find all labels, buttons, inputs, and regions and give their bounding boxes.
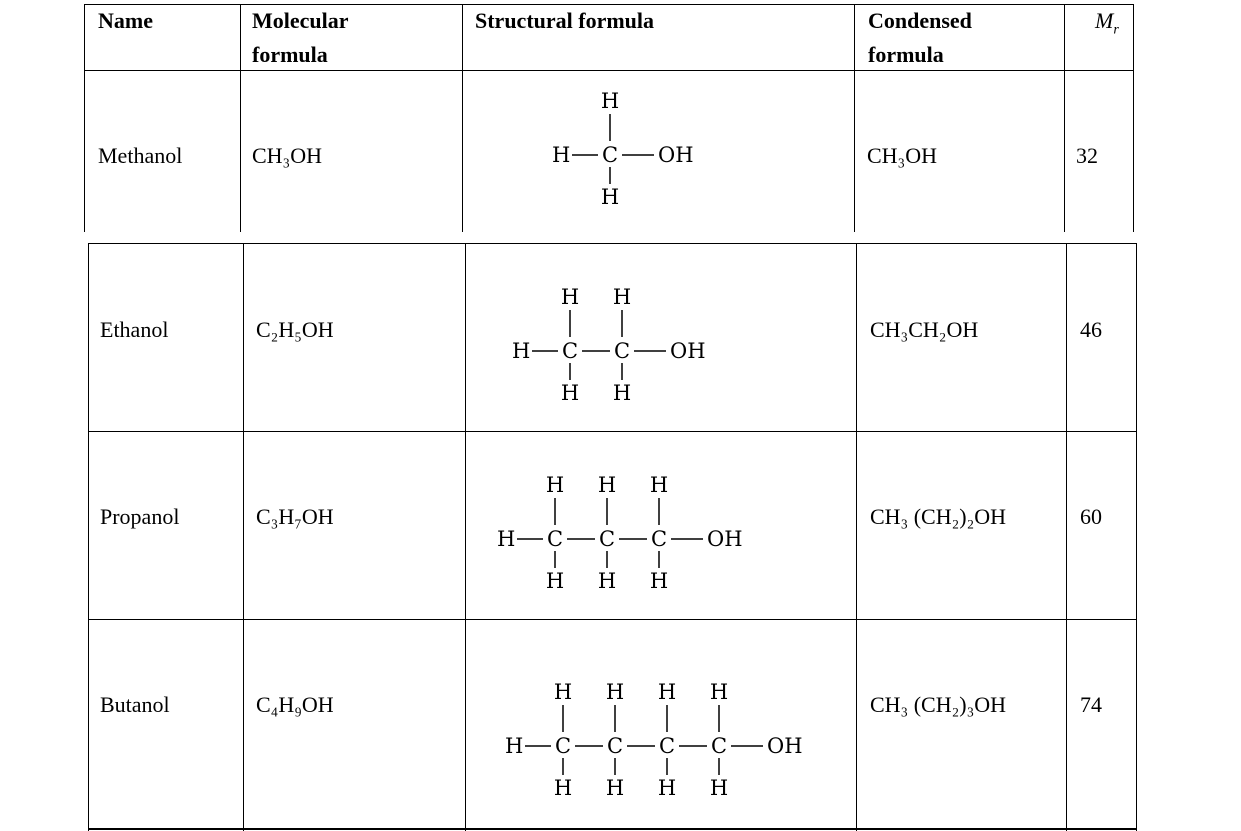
header-molecular-formula bbox=[252, 4, 349, 72]
table-border-bottom bbox=[88, 828, 1137, 830]
carbon-atom: C bbox=[546, 527, 564, 551]
header-mr-sub: r bbox=[1113, 22, 1119, 38]
carbon-atom: C bbox=[601, 143, 619, 167]
header-molecular-line1: Molecular bbox=[252, 8, 349, 33]
hydrogen-atom: H bbox=[612, 381, 632, 405]
column-border bbox=[1136, 243, 1137, 831]
header-condensed-line1: Condensed bbox=[868, 8, 972, 33]
header-mr-main: M bbox=[1095, 8, 1114, 33]
hydrogen-atom: H bbox=[649, 473, 669, 497]
row-molecular-formula: C₄H₉OH bbox=[256, 692, 334, 717]
row-relative-mass: 32 bbox=[1076, 143, 1098, 168]
header-condensed-line2: formula bbox=[868, 42, 944, 67]
row-divider bbox=[88, 431, 1137, 432]
hydrogen-atom: H bbox=[545, 473, 565, 497]
row-molecular-formula: C₂H₅OH bbox=[256, 317, 334, 342]
hydrogen-atom: H bbox=[605, 680, 625, 704]
hydrogen-atom: H bbox=[560, 381, 580, 405]
hydrogen-atom: H bbox=[597, 569, 617, 593]
column-border bbox=[465, 243, 466, 831]
row-condensed-formula: CH₃OH bbox=[867, 143, 938, 168]
row-relative-mass: 74 bbox=[1080, 692, 1102, 717]
column-border bbox=[1133, 4, 1134, 232]
hydrogen-atom: H bbox=[605, 776, 625, 800]
hydroxyl-group: OH bbox=[670, 339, 706, 363]
column-border bbox=[856, 243, 857, 831]
column-border bbox=[1064, 4, 1065, 232]
structural-formula-propanol bbox=[485, 464, 785, 604]
carbon-atom: C bbox=[598, 527, 616, 551]
structural-formula-ethanol bbox=[500, 276, 800, 416]
hydrogen-atom: H bbox=[657, 680, 677, 704]
row-name: Butanol bbox=[100, 692, 170, 717]
hydrogen-atom: H bbox=[709, 776, 729, 800]
hydrogen-atom: H bbox=[649, 569, 669, 593]
row-molecular-formula: CH₃OH bbox=[252, 143, 323, 168]
structural-formula-methanol bbox=[540, 80, 780, 220]
column-border bbox=[84, 4, 85, 232]
header-name: Name bbox=[98, 8, 153, 33]
hydrogen-atom: H bbox=[560, 285, 580, 309]
row-relative-mass: 60 bbox=[1080, 504, 1102, 529]
row-relative-mass: 46 bbox=[1080, 317, 1102, 342]
hydrogen-atom: H bbox=[553, 776, 573, 800]
hydrogen-atom: H bbox=[709, 680, 729, 704]
row-name: Ethanol bbox=[100, 317, 169, 342]
row-divider bbox=[88, 619, 1137, 620]
column-border bbox=[243, 243, 244, 831]
row-condensed-formula: CH₃ (CH₂)₂OH bbox=[870, 504, 1007, 529]
row-condensed-formula: CH₃CH₂OH bbox=[870, 317, 979, 342]
hydroxyl-group: OH bbox=[658, 143, 694, 167]
carbon-atom: C bbox=[613, 339, 631, 363]
carbon-atom: C bbox=[554, 734, 572, 758]
carbon-atom: C bbox=[606, 734, 624, 758]
hydrogen-atom: H bbox=[545, 569, 565, 593]
header-divider bbox=[84, 70, 1134, 71]
row-name: Methanol bbox=[98, 143, 183, 168]
carbon-atom: C bbox=[650, 527, 668, 551]
hydrogen-atom: H bbox=[497, 527, 516, 551]
row-molecular-formula: C₃H₇OH bbox=[256, 504, 334, 529]
column-border bbox=[88, 243, 89, 831]
column-border bbox=[462, 4, 463, 232]
hydrogen-atom: H bbox=[657, 776, 677, 800]
hydrogen-atom: H bbox=[512, 339, 531, 363]
hydrogen-atom: H bbox=[505, 734, 524, 758]
row-condensed-formula: CH₃ (CH₂)₃OH bbox=[870, 692, 1007, 717]
column-border bbox=[854, 4, 855, 232]
header-structural-formula: Structural formula bbox=[475, 8, 655, 33]
hydrogen-atom: H bbox=[612, 285, 632, 309]
header-relative-mass bbox=[1095, 8, 1119, 38]
table-border-top bbox=[88, 243, 1137, 244]
carbon-atom: C bbox=[710, 734, 728, 758]
hydrogen-atom: H bbox=[600, 89, 620, 113]
row-name: Propanol bbox=[100, 504, 180, 529]
carbon-atom: C bbox=[658, 734, 676, 758]
hydroxyl-group: OH bbox=[767, 734, 803, 758]
header-molecular-line2: formula bbox=[252, 42, 328, 67]
hydrogen-atom: H bbox=[600, 185, 620, 209]
hydrogen-atom: H bbox=[552, 143, 571, 167]
hydrogen-atom: H bbox=[553, 680, 573, 704]
hydroxyl-group: OH bbox=[707, 527, 743, 551]
carbon-atom: C bbox=[561, 339, 579, 363]
hydrogen-atom: H bbox=[597, 473, 617, 497]
header-condensed-formula bbox=[868, 4, 972, 72]
structural-formula-butanol bbox=[493, 671, 813, 811]
column-border bbox=[1066, 243, 1067, 831]
column-border bbox=[240, 4, 241, 232]
